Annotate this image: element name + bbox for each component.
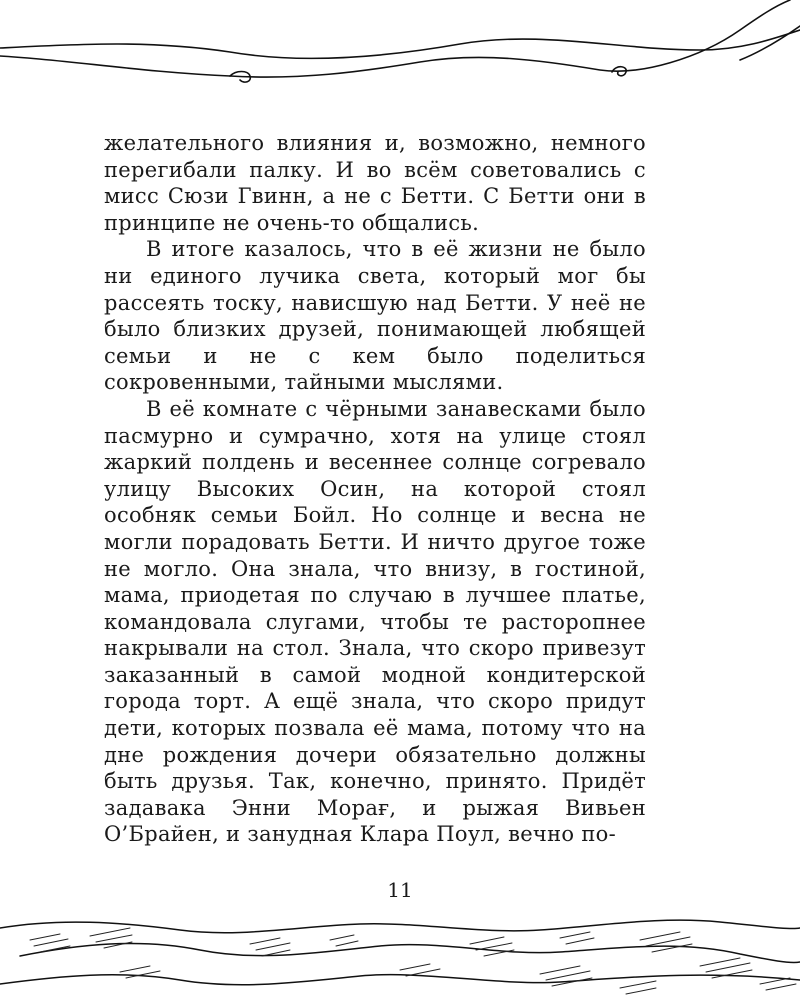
paragraph-3: В её комнате с чёрными занавесками было пасмурно и сумрачно, хотя на улице стоял жаркий полдень и весеннее солнце согревало улицу Высоких Осин, на которой стоял особняк семьи Бойл. Но солнце и весна не могли порадовать Бетти. И ничто другое тоже не могло. Она знала, что внизу, в гостиной, мама, приодетая по случаю в лучшее платье, командовала слугами, чтобы те расторопнее накрывали на стол. Знала, что скоро привезут заказанный в самой модной кондитерской города торт. А ещё знала, что скоро придут дети, которых позвала её мама, потому что на дне рождения дочери обязательно должны быть друзья. Так, конечно, принято. Придёт задавака Энни Морағ, и рыжая Вивьен О’Брайен, и занудная Клара Поул, вечно по-	[104, 396, 646, 847]
page-number: 11	[387, 878, 413, 902]
swirl-lines-icon	[0, 0, 800, 110]
hatched-hills-icon	[0, 900, 800, 1000]
paragraph-1: желательного влияния и, возможно, немного перегибали палку. И во всём советовались с мисс Сюзи Гвинн, а не с Бетти. С Бетти они в принципе не очень-то общались.	[104, 131, 646, 235]
body-text	[104, 130, 646, 848]
paragraph-2: В итоге казалось, что в её жизни не было ни единого лучика света, который мог бы рассеять тоску, нависшую над Бетти. У неё не было близких друзей, понимающей любящей семьи и не с кем было поделиться сокровенными, тайными мыслями.	[104, 237, 646, 395]
